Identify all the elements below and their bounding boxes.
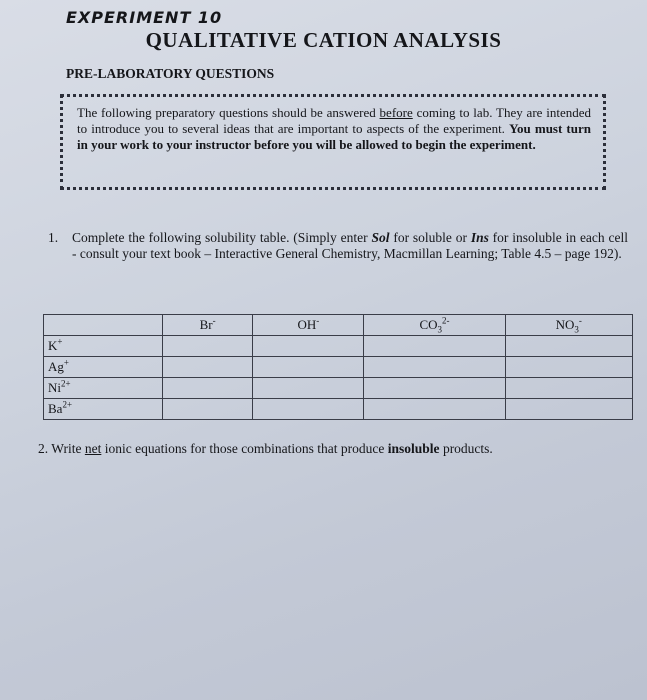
q2-text-c: products.: [439, 441, 493, 456]
table-cell[interactable]: [163, 399, 253, 420]
instructions-box: [60, 94, 606, 190]
table-cell[interactable]: [505, 357, 632, 378]
corner-cell: [44, 315, 163, 336]
table-row: [44, 336, 633, 357]
table-row: [44, 357, 633, 378]
table-cell[interactable]: [364, 378, 505, 399]
instructions-text-c: coming to lab. They are intended to introduce you to several ideas that are important to aspects of the experiment.: [77, 105, 592, 136]
section-title: PRE-LABORATORY QUESTIONS: [66, 66, 275, 81]
table-cell[interactable]: [505, 336, 632, 357]
question-1: [48, 230, 628, 262]
instructions-text-a: The following preparatory questions should be answered: [77, 105, 380, 120]
column-header: Br-: [163, 315, 253, 336]
q2-text-a: Write: [51, 441, 85, 456]
q1-text-b: for soluble or: [389, 230, 471, 245]
table-cell[interactable]: [253, 399, 364, 420]
table-cell[interactable]: [505, 399, 632, 420]
q1-ins: Ins: [470, 230, 489, 245]
q2-insoluble: insoluble: [387, 441, 440, 456]
row-header: $Ba^{2+}$: [44, 399, 163, 420]
table-row: [44, 378, 633, 399]
solubility-table: [43, 314, 633, 420]
question-2-number: 2.: [38, 441, 49, 456]
table-cell[interactable]: [364, 357, 505, 378]
table-cell[interactable]: [163, 357, 253, 378]
row-header: K+: [44, 336, 163, 357]
row-header: $Ni^{2+}$: [44, 378, 163, 399]
row-header: Ag+: [44, 357, 163, 378]
experiment-number: EXPERIMENT 10: [66, 8, 223, 27]
table-cell[interactable]: [364, 399, 505, 420]
instructions-bold: You must turn in your work to your instructor before you will be allowed to begin the experiment.: [77, 121, 591, 152]
table-row: [44, 399, 633, 420]
table-cell[interactable]: [364, 336, 505, 357]
question-1-text: [72, 230, 628, 262]
q2-net: net: [84, 441, 102, 456]
column-header: $NO_3^-$: [505, 315, 632, 336]
column-header: OH-: [253, 315, 364, 336]
question-2: [38, 441, 628, 457]
column-header: $CO_3^{2-}$: [364, 315, 505, 336]
q1-sol: Sol: [371, 230, 390, 245]
q1-text-c: for insoluble in each cell - consult your text book – Interactive General Chemistry, Macmillan Learning; Table 4.5 – page 192).: [72, 230, 628, 261]
instructions-before: before: [379, 105, 413, 120]
table-cell[interactable]: [163, 378, 253, 399]
q1-text-a: Complete the following solubility table. (Simply enter: [72, 230, 372, 245]
page-title: QUALITATIVE CATION ANALYSIS: [145, 28, 502, 52]
q2-text-b: ionic equations for those combinations that produce: [101, 441, 388, 456]
question-1-number: 1.: [48, 230, 59, 245]
table-cell[interactable]: [505, 378, 632, 399]
table-cell[interactable]: [253, 357, 364, 378]
table-cell[interactable]: [163, 336, 253, 357]
table-cell[interactable]: [253, 378, 364, 399]
table-cell[interactable]: [253, 336, 364, 357]
table-header-row: [44, 315, 633, 336]
